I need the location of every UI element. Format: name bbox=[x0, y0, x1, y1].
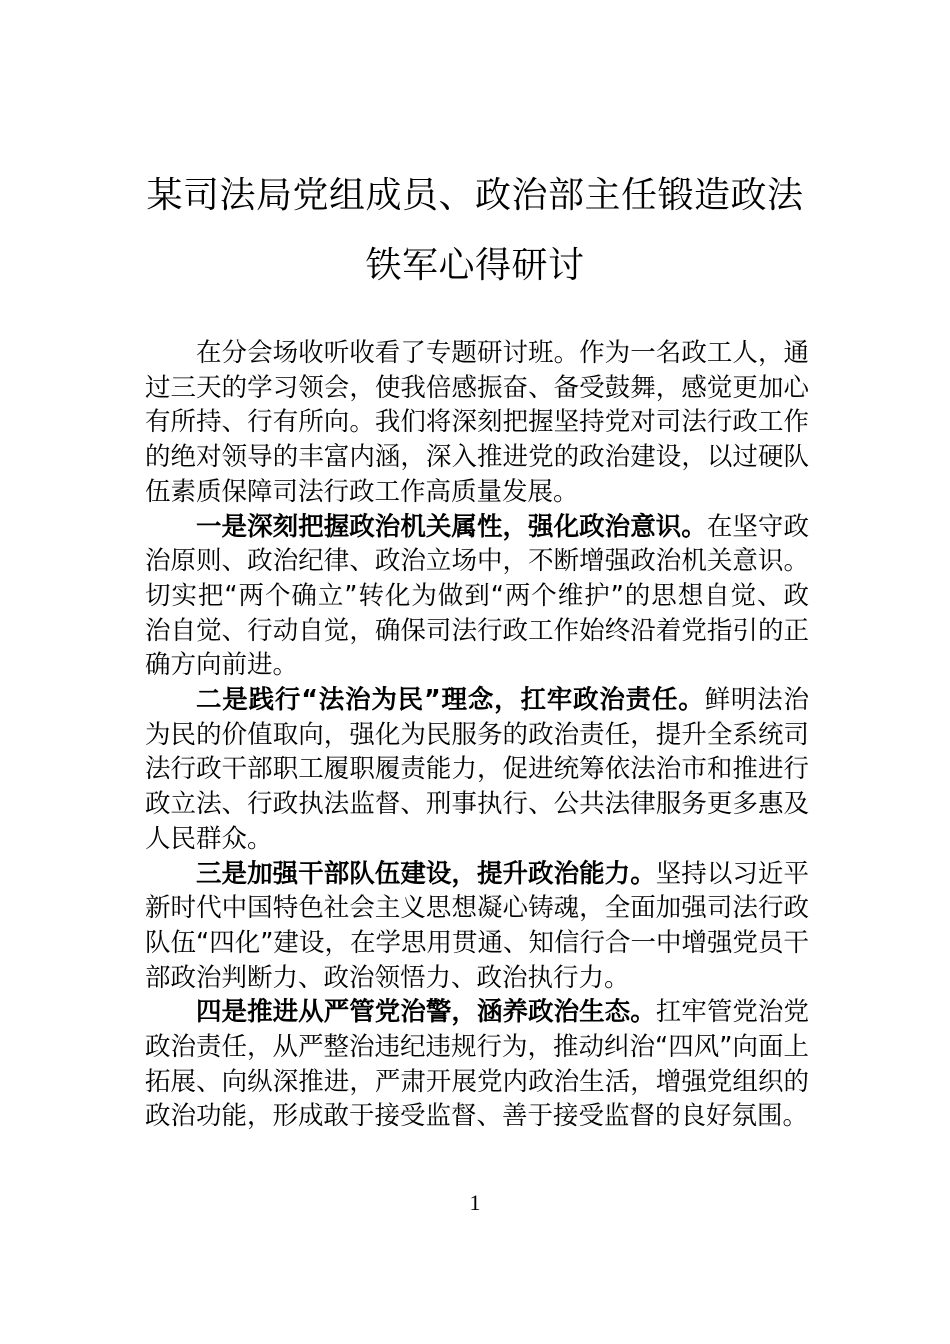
section-3-lead: 三是加强干部队伍建设，提升政治能力。 bbox=[196, 858, 656, 889]
section-paragraph-3 bbox=[145, 857, 809, 996]
page-number: 1 bbox=[469, 1190, 481, 1215]
section-2-text: 鲜明法治为民的价值取向，强化为民服务的政治责任，提升全系统司法行政干部职工履职履责能力，促进统筹依法治市和推进行政立法、行政执法监督、刑事执行、公共法律服务更多惠及人民群众。 bbox=[145, 685, 809, 854]
section-4-lead: 四是推进从严管党治警，涵养政治生态。 bbox=[196, 997, 656, 1028]
document-title-line-2: 铁军心得研讨 bbox=[365, 245, 585, 286]
section-4-text: 扛牢管党治党政治责任，从严整治违纪违规行为，推动纠治“四风”向面上拓展、向纵深推进，严肃开展党内政治生活，增强党组织的政治功能，形成敢于接受监督、善于接受监督的良好氛围。 bbox=[145, 997, 809, 1132]
section-paragraph-1 bbox=[145, 510, 809, 684]
section-paragraph-4 bbox=[145, 995, 809, 1134]
section-paragraph-2 bbox=[145, 683, 809, 857]
document-title-line-1: 某司法局党组成员、政治部主任锻造政法 bbox=[146, 175, 804, 216]
section-1-text: 在坚守政治原则、政治纪律、政治立场中，不断增强政治机关意识。切实把“两个确立”转化为做到“两个维护”的思想自觉、政治自觉、行动自觉，确保司法行政工作始终沿着党指引的正确方向前进。 bbox=[145, 511, 809, 681]
document-body bbox=[145, 336, 809, 1134]
section-2-lead: 二是践行“法治为民”理念，扛牢政治责任。 bbox=[196, 685, 705, 716]
intro-paragraph: 在分会场收听收看了专题研讨班。作为一名政工人，通过三天的学习领会，使我倍感振奋、备受鼓舞，感觉更加心有所持、行有所向。我们将深刻把握坚持党对司法行政工作的绝对领导的丰富内涵，深入推进党的政治建设，以过硬队伍素质保障司法行政工作高质量发展。 bbox=[145, 338, 809, 507]
section-3-text: 坚持以习近平新时代中国特色社会主义思想凝心铸魂，全面加强司法行政队伍“四化”建设，在学思用贯通、知信行合一中增强党员干部政治判断力、政治领悟力、政治执行力。 bbox=[145, 858, 809, 993]
section-1-lead: 一是深刻把握政治机关属性，强化政治意识。 bbox=[196, 511, 707, 542]
